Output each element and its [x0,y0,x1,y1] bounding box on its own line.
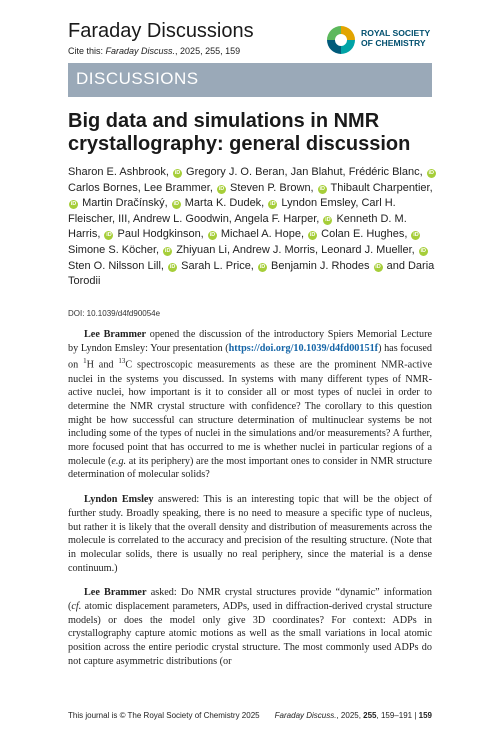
footer-volume: 255 [363,711,377,720]
orcid-icon[interactable]: iD [413,232,419,239]
cite-journal: Faraday Discuss. [105,46,176,56]
section-banner-label: DISCUSSIONS [76,69,199,88]
author-name: Zhiyuan Li, [176,243,231,256]
cite-year: , 2025, [175,46,206,56]
orcid-icon[interactable]: iD [375,263,381,270]
orcid-icon[interactable]: iD [169,263,176,270]
orcid-icon[interactable]: iD [319,185,325,192]
author-name: Sarah L. Price, [181,259,254,272]
author-name: Michael A. Hope, [220,228,305,241]
italic-text: cf. [71,601,82,613]
author-name: Carlos Bornes, [68,181,141,194]
cite-volume: 255 [205,46,221,56]
author-name: Lee Brammer, [143,181,213,194]
rsc-logo-text [361,28,430,48]
author-name: Marta K. Dudek, [184,197,265,210]
cite-page: , 159 [220,46,241,56]
discussion-paragraph: Lyndon Emsley answered: This is an interesting topic that will be the object of further study. Broadly speaking, there is no need to measure a specific type of nucleus, but rather it is likely that the overall density and distribution of measurements across the molecule is correlated to the accuracy and precision of the resulting structure. (Note that in molecular solids, there is usually no real periphery, since the material is a dense continuum.) [68,494,433,574]
footer-copyright: This journal is © The Royal Society of Chemistry 2025 [68,711,260,720]
footer-pages: , 159–191 | [376,711,419,720]
logo-line-1: ROYAL SOCIETY [361,28,431,38]
orcid-icon[interactable]: iD [70,201,77,208]
orcid-icon[interactable]: iD [173,201,179,208]
speaker-name: Lee Brammer [84,329,147,340]
isotope-superscript: 1 [83,357,87,366]
speaker-name: Lyndon Emsley [84,494,154,506]
author-name: Leonard J. Mueller, [321,243,415,256]
discussion-paragraph: Lee Brammer asked: Do NMR crystal structures provide “dynamic” information (cf. atomic displacement parameters, ADPs, used in diffraction-derived crystal structure models) or does the model only give 3D coordinates? For context: ADPs in crystallography capture atomic motions as well as the small variations in local atomic position across the entire periodic crystal structure. The most commonly used ADPs do not capture asymmetric distributions (or [68,587,432,667]
orcid-icon[interactable]: iD [420,247,427,254]
orcid-icon[interactable]: iD [174,170,181,176]
rsc-logo[interactable] [325,24,445,58]
author-name: Andrew J. Morris, [232,243,319,256]
footer-journal: Faraday Discuss. [274,711,337,720]
author-name: Martin Dračínský, [82,197,168,210]
orcid-icon[interactable]: iD [209,232,216,239]
author-name: Lyndon Emsley, [281,197,359,210]
footer-page-number: 159 [418,711,432,720]
orcid-icon[interactable]: iD [218,185,225,192]
author-name: Kenneth D. M. Harris, [68,212,407,241]
speaker-name: Lee Brammer [84,587,147,599]
rsc-logo-icon [325,24,357,56]
author-name: Carl H. Fleischer, III, [68,197,396,225]
isotope-superscript: 13 [118,357,126,366]
orcid-icon[interactable]: iD [164,247,171,254]
doi-link[interactable]: https://doi.org/10.1039/d4fd00151f [228,342,379,354]
author-name: and Daria Torodii [68,259,435,288]
author-name: Sten O. Nilsson Lill, [68,259,164,272]
author-name: Sharon E. Ashbrook, [68,166,169,178]
article-body [68,328,432,680]
author-name: Paul Hodgkinson, [117,228,204,241]
orcid-icon[interactable]: iD [106,232,112,239]
orcid-icon[interactable]: iD [259,263,266,270]
author-name: Colan E. Hughes, [321,228,408,241]
citation-line [68,46,240,56]
doi[interactable]: DOI: 10.1039/d4fd90054e [68,309,161,318]
section-banner [68,63,432,97]
author-name: Frédéric Blanc, [348,166,423,178]
author-name: Benjamin J. Rhodes [271,259,370,272]
cite-prefix: Cite this: [68,46,106,56]
author-name: Jan Blahut, [290,166,346,178]
discussion-paragraph: Lee Brammer opened the discussion of the introductory Spiers Memorial Lecture by Lyndon Emsley: Your presentation (https://doi.org/10.1039/d4fd00151f) has focused on $^1$H and $^{13}$C spectroscopic measurements as these are the prominent NMR-active nuclei in the systems you discussed. In systems with many different types of NMR-active nuclei, how important is it to consider all or most types of nuclei in order to determine the NMR crystal structure with confidence? The corollary to this question might be how successful can structure determination of multinuclear systems be not including some of the types of nuclei in the simulations and/or measurements? A further, more focused point that has occurred to me is whether nuclei in particular regions of a molecule (e.g. at its periphery) are the most important ones to consider in NMR structure determination of molecular solids? [68,329,433,481]
footer-citation [275,711,432,720]
footer-year: , 2025, [336,711,364,720]
author-list [68,165,438,290]
italic-text: e.g. [111,455,127,467]
orcid-icon[interactable]: iD [428,170,434,176]
logo-line-2: OF CHEMISTRY [361,38,426,48]
orcid-icon[interactable]: iD [309,232,316,239]
journal-name: Faraday Discussions [68,20,254,42]
author-name: Gregory J. O. Beran, [186,166,288,178]
author-name: Angela F. Harper, [234,212,320,225]
author-name: Simone S. Köcher, [68,243,160,256]
orcid-icon[interactable]: iD [325,216,331,223]
orcid-icon[interactable]: iD [270,201,276,208]
author-name: Thibault Charpentier, [330,181,433,194]
author-name: Andrew L. Goodwin, [132,212,232,225]
article-title: Big data and simulations in NMR crystallography: general discussion [68,110,411,155]
author-name: Steven P. Brown, [230,181,314,194]
